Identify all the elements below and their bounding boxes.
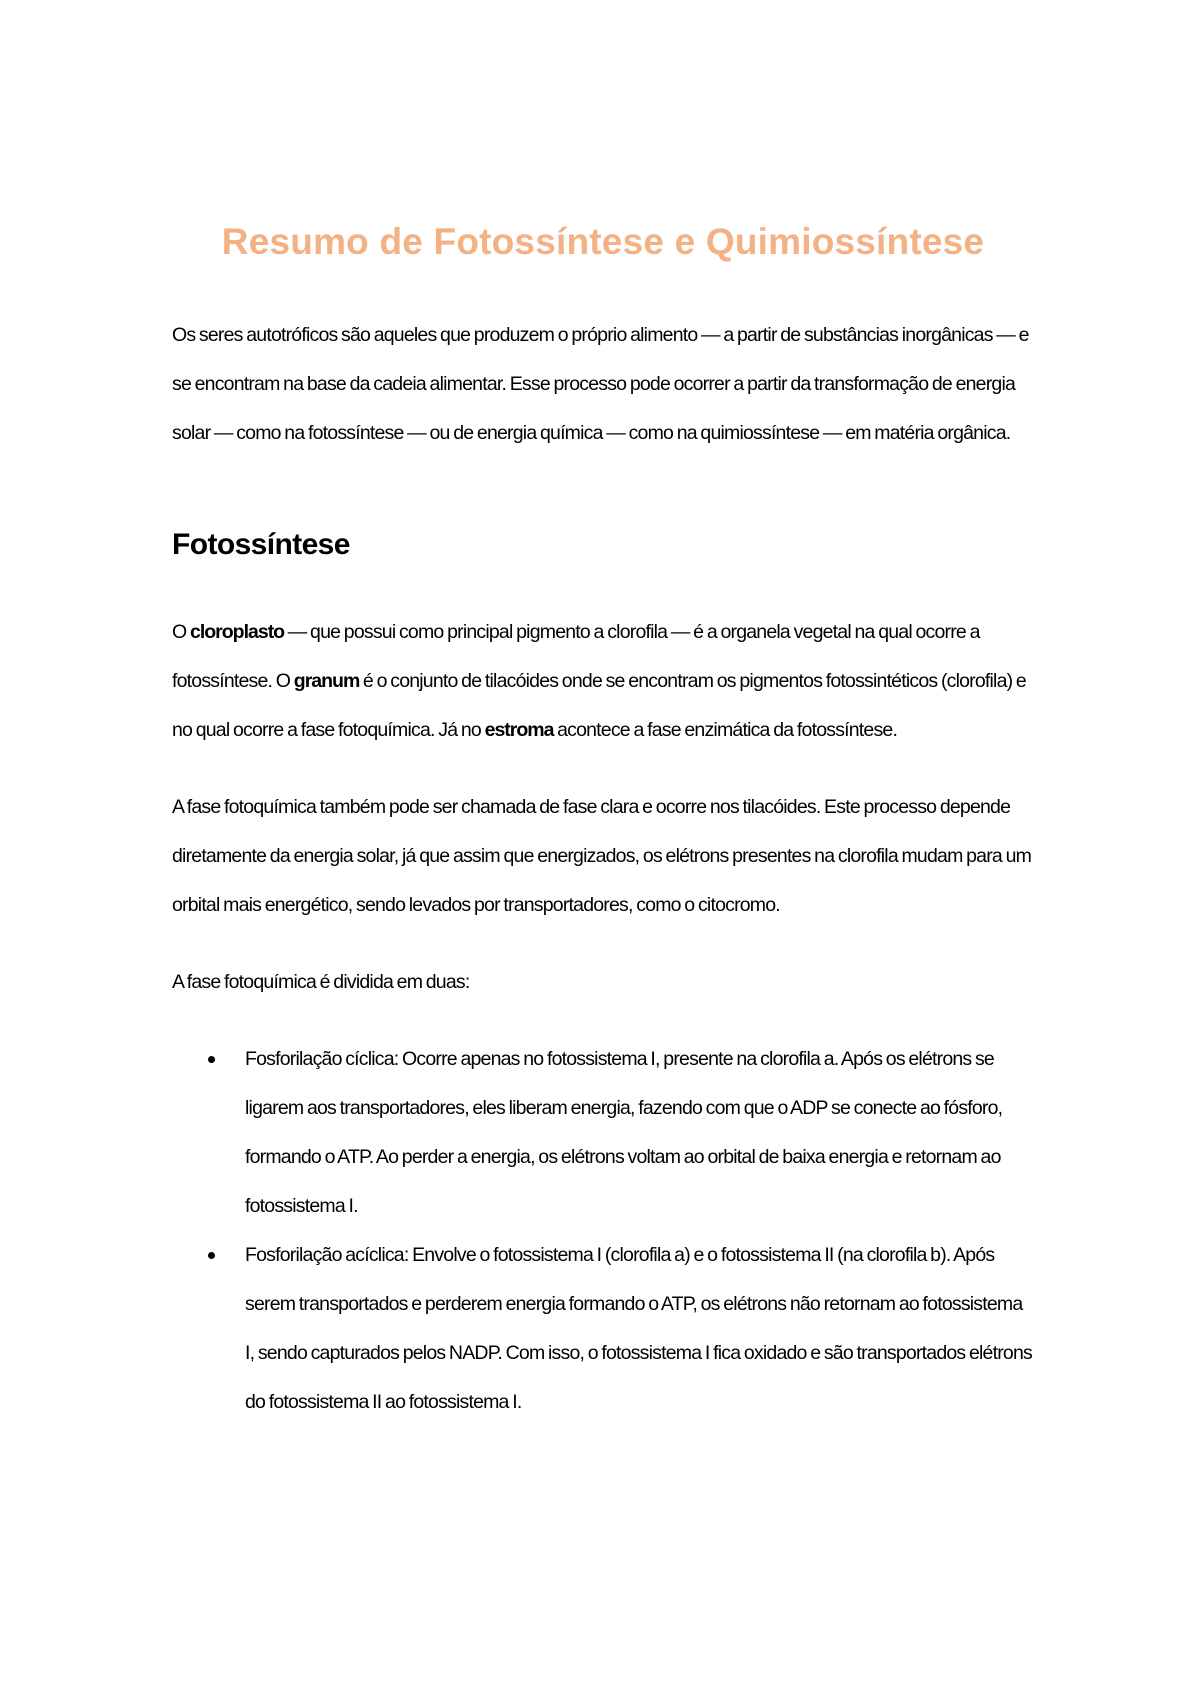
intro-paragraph: Os seres autotróficos são aqueles que produzem o próprio alimento — a partir de substâncias inorgânicas — e se encontram na base da cadeia alimentar. Esse processo pode ocorrer a partir da transformação de energia solar — como na fotossíntese — ou de energia química — como na quimiossíntese — em matéria orgânica. (172, 324, 1029, 444)
bullet-icon (208, 1252, 215, 1259)
term-cloroplasto: cloroplasto (190, 621, 285, 643)
cloroplasto-text-1: O (172, 621, 190, 643)
cloroplasto-paragraph (172, 608, 1034, 755)
list-item-fosforilacao-ciclica (172, 1035, 1034, 1231)
bullet-text: Fosforilação cíclica: Ocorre apenas no fotossistema I, presente na clorofila a. Após os elétrons se ligarem aos transportadores, eles liberam energia, fazendo com que o ADP se conecte ao fósforo, formando o ATP. Ao perder a energia, os elétrons voltam ao orbital de baixa energia e retornam ao fotossistema I. (245, 1048, 1003, 1217)
fase-fotoquimica-divisao: A fase fotoquímica é dividida em duas: (172, 971, 470, 993)
cloroplasto-text-3: é o conjunto de tilacóides onde se encontram os pigmentos fotossintéticos (clorofila) e no qual ocorre a fase fotoquímica. Já no (172, 670, 1026, 741)
bullet-text: Fosforilação acíclica: Envolve o fotossistema I (clorofila a) e o fotossistema II (na clorofila b). Após serem transportados e perderem energia formando o ATP, os elétrons não retornam ao fotossistema I, sendo capturados pelos NADP. Com isso, o fotossistema I fica oxidado e são transportados elétrons do fotossistema II ao fotossistema I. (245, 1244, 1032, 1413)
section-heading-fotossintese: Fotossíntese (172, 528, 350, 561)
document-body (172, 215, 1034, 1427)
document-title: Resumo de Fotossíntese e Quimiossíntese (221, 221, 985, 262)
term-granum: granum (293, 670, 360, 692)
bullet-icon (208, 1056, 215, 1063)
list-item-fosforilacao-aciclica (172, 1231, 1034, 1427)
cloroplasto-text-2: — que possui como principal pigmento a clorofila — é a organela vegetal na qual ocorre a fotossíntese. O (172, 621, 980, 692)
term-estroma: estroma (484, 719, 554, 741)
cloroplasto-text-4: acontece a fase enzimática da fotossíntese. (553, 719, 898, 741)
fosforilacao-list (172, 1035, 1034, 1427)
fase-fotoquimica-paragraph: A fase fotoquímica também pode ser chamada de fase clara e ocorre nos tilacóides. Este processo depende diretamente da energia solar, já que assim que energizados, os elétrons presentes na clorofila mudam para um orbital mais energético, sendo levados por transportadores, como o citocromo. (172, 796, 1032, 916)
